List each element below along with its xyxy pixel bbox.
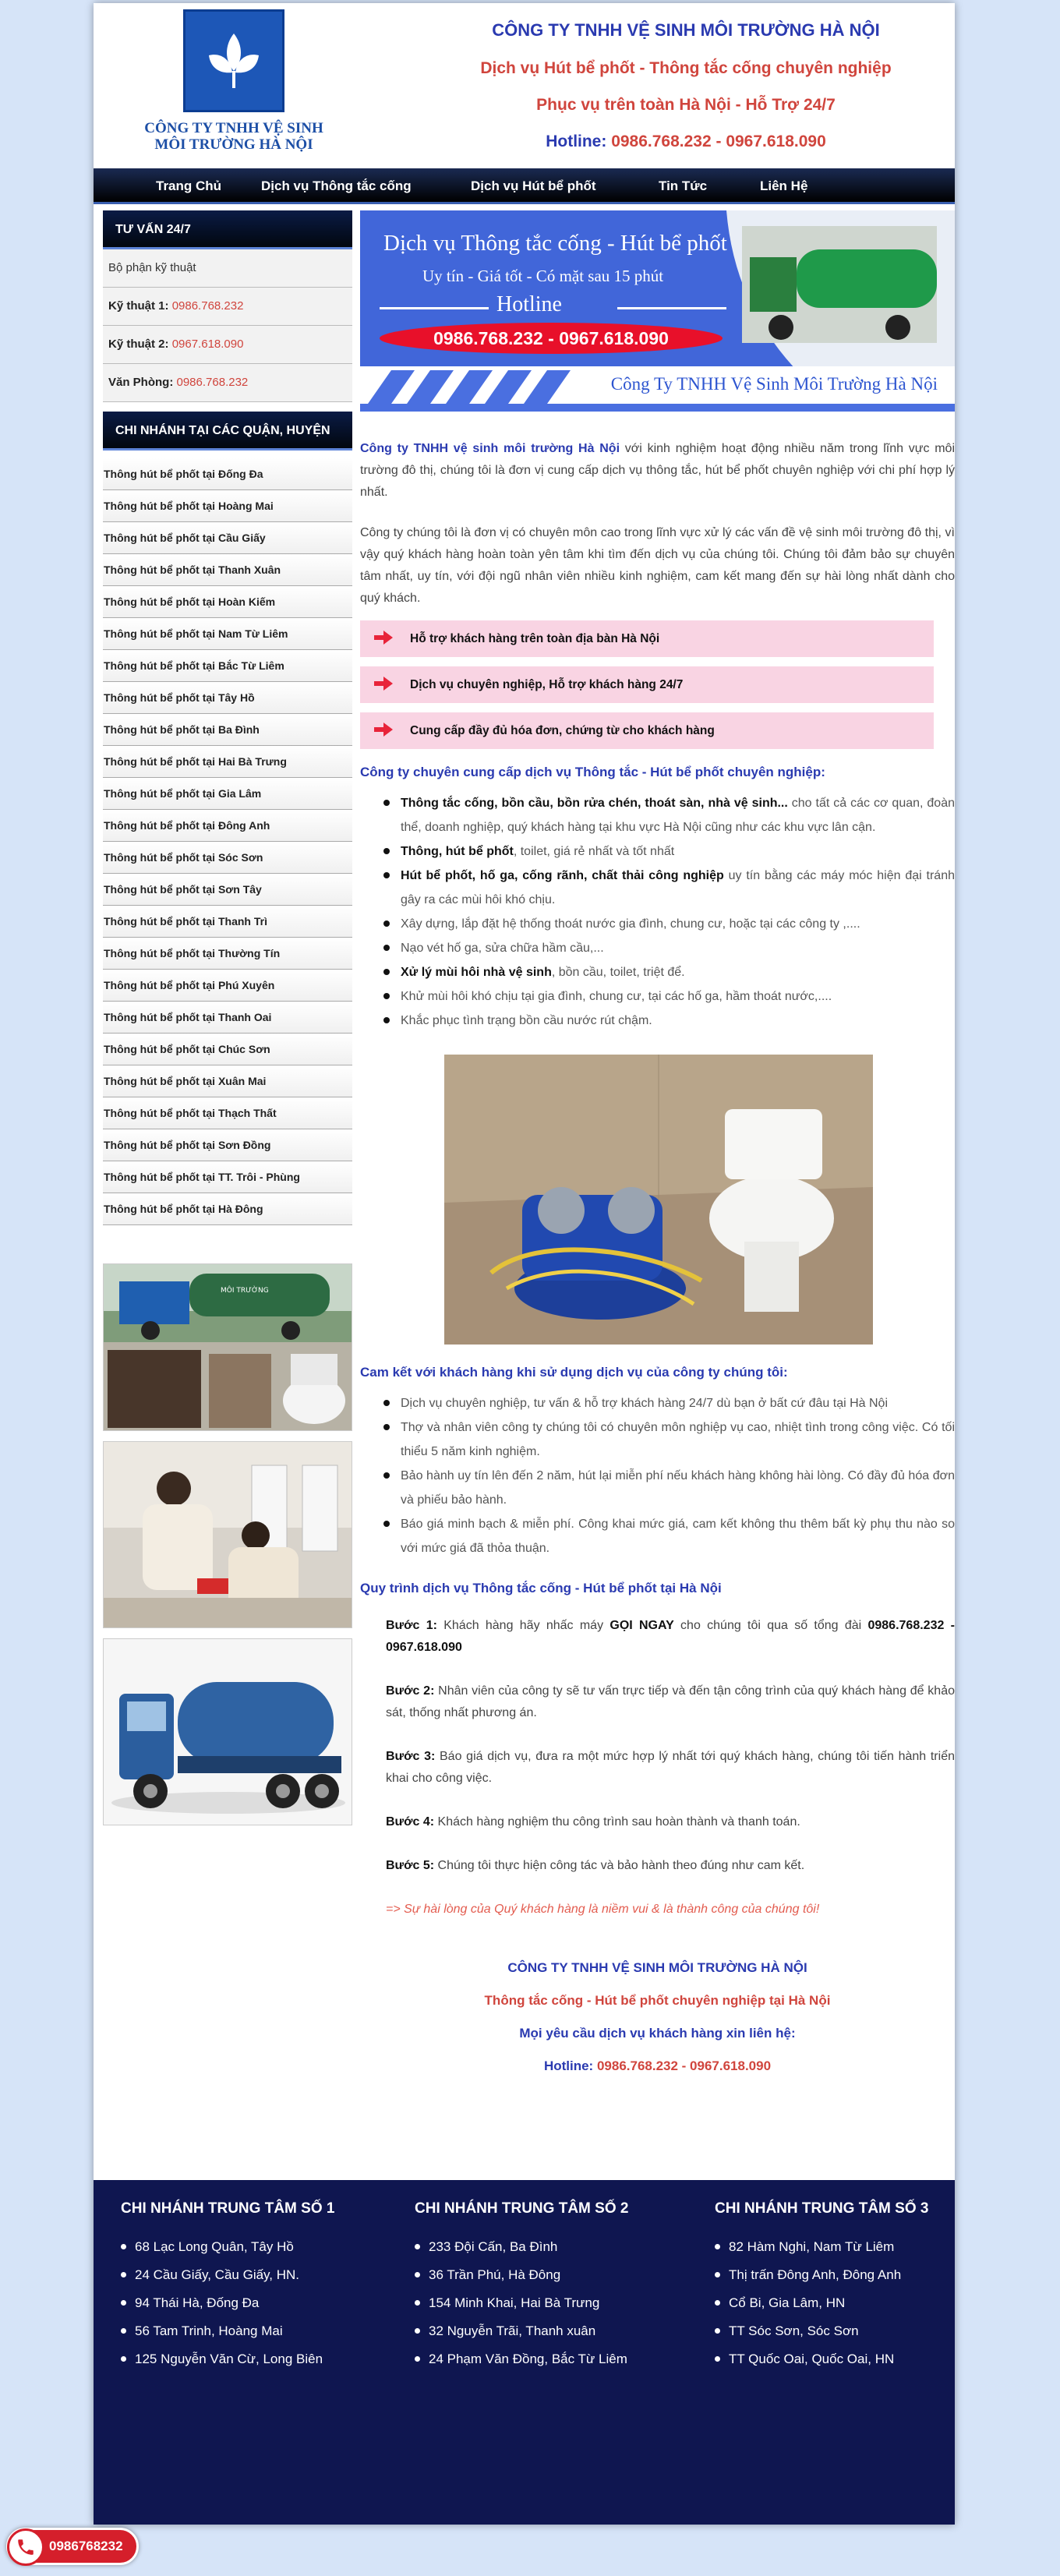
call-button-number: 0986768232: [49, 2539, 123, 2553]
service-item-text: , bồn cầu, toilet, triệt để.: [551, 966, 685, 979]
arrow-right-icon: [374, 630, 393, 645]
service-item: [383, 1009, 955, 1033]
footer-address: 94 Thái Hà, Đống Đa: [121, 2289, 334, 2317]
service-item: [383, 960, 955, 984]
commitment-item: Dịch vụ chuyên nghiệp, tư vấn & hỗ trợ khách hàng 24/7 dù bạn ở bất cứ đâu tại Hà Nội: [383, 1391, 955, 1415]
footer-address-list: [415, 2233, 628, 2373]
step-text: Chúng tôi thực hiện công tác và bảo hành theo đúng như cam kết.: [434, 1859, 805, 1872]
footer-branch-title: CHI NHÁNH TRUNG TÂM SỐ 3: [715, 2200, 929, 2217]
logo-name-line2: MÔI TRƯỜNG HÀ NỘI: [154, 136, 313, 153]
service-item-strong: Thông, hút bể phốt: [401, 845, 514, 858]
service-item-strong: Thông tắc cống, bồn cầu, bồn rửa chén, thoát sàn, nhà vệ sinh...: [401, 797, 788, 810]
step-text: cho chúng tôi qua số tổng đài: [673, 1619, 868, 1632]
sidebar-branch-link[interactable]: Thông hút bể phốt tại Chúc Sơn: [103, 1034, 352, 1065]
service-item: [383, 864, 955, 912]
footer-address: 233 Đội Cấn, Ba Đình: [415, 2233, 628, 2261]
footer-address: Cổ Bi, Gia Lâm, HN: [715, 2289, 928, 2317]
header-hotline: [468, 133, 904, 151]
banner-hotline: Hotline: [496, 292, 562, 316]
footer-address-list: [715, 2233, 928, 2373]
company-title: CÔNG TY TNHH VỆ SINH MÔI TRƯỜNG HÀ NỘI: [492, 20, 880, 40]
service-item-text: , toilet, giá rẻ nhất và tốt nhất: [513, 845, 675, 858]
intro-paragraph-2: Công ty chúng tôi là đơn vị có chuyên môn cao trong lĩnh vực xử lý các vấn đề vệ sinh môi trường đô thị, vì vậy quý khách hàng hoàn toàn yên tâm khi tìm đến dịch vụ của chúng tôi. Chúng tôi đảm bảo sự chuyên tâm nhất, uy tín, với đội ngũ nhân viên nhiều kinh nghiệm, cam kết mang đến sự hài lòng nhất dành cho quý khách.: [360, 526, 955, 605]
step-text: Khách hàng nghiệm thu công trình sau hoàn thành và thanh toán.: [434, 1815, 800, 1829]
banner-divider: [380, 307, 489, 309]
sidebar-branch-link[interactable]: Thông hút bể phốt tại Cầu Giấy: [103, 522, 352, 554]
closing-hotline: [360, 2050, 955, 2083]
sidebar-branch-link[interactable]: Thông hút bể phốt tại Đông Anh: [103, 810, 352, 842]
service-tagline: Dịch vụ Hút bể phốt - Thông tắc cống chuyên nghiệp: [480, 59, 892, 77]
footer-address: 24 Phạm Văn Đồng, Bắc Từ Liêm: [415, 2345, 628, 2373]
intro-paragraph-1: [360, 438, 955, 504]
service-item-text: Nạo vét hố ga, sửa chữa hầm cầu,...: [401, 942, 604, 955]
service-item: [383, 912, 955, 936]
nav-drain-service[interactable]: Dịch vụ Thông tắc cống: [261, 178, 412, 193]
sidebar-branch-link[interactable]: Thông hút bể phốt tại Thanh Trì: [103, 906, 352, 938]
hotline-number[interactable]: 0986.768.232 - 0967.618.090: [611, 133, 826, 150]
footer-address: TT Sóc Sơn, Sóc Sơn: [715, 2317, 928, 2345]
sidebar-branch-link[interactable]: Thông hút bể phốt tại Hoàng Mai: [103, 490, 352, 522]
sidebar-branch-link[interactable]: Thông hút bể phốt tại Sơn Tây: [103, 874, 352, 906]
step-label: Bước 4:: [386, 1815, 435, 1829]
commitment-list: [360, 1391, 955, 1560]
commitment-item: Thợ và nhân viên công ty chúng tôi có chuyên môn nghiệp vụ cao, nhiệt tình trong công việc. Có tối thiểu 5 năm kinh nghiệm.: [383, 1415, 955, 1464]
service-item-text: Khử mùi hôi khó chịu tại gia đình, chung cư, tại các hố ga, hầm thoát nước,....: [401, 990, 832, 1003]
service-item-text: cho tất cả các cơ quan, đoàn thể, doanh nghiệp, quý khách hàng tại khu vực Hà Nội cũng như các khu vực lân cận.: [401, 797, 955, 834]
process-heading: Quy trình dịch vụ Thông tắc cống - Hút bể phốt tại Hà Nội: [360, 1581, 722, 1595]
sidebar-branch-link[interactable]: Thông hút bể phốt tại Bắc Từ Liêm: [103, 650, 352, 682]
sidebar-branch-link[interactable]: Thông hút bể phốt tại Sơn Đồng: [103, 1129, 352, 1161]
step-label: Bước 1:: [386, 1619, 437, 1632]
company-logo[interactable]: [132, 9, 335, 161]
sidebar-branch-link[interactable]: Thông hút bể phốt tại Ba Đình: [103, 714, 352, 746]
service-item: [383, 984, 955, 1009]
closing-contact: Mọi yêu cầu dịch vụ khách hàng xin liên hệ:: [519, 2026, 796, 2041]
sidebar-branch-link[interactable]: Thông hút bể phốt tại Hà Đông: [103, 1193, 352, 1225]
consult-contact: [103, 326, 352, 364]
process-step-4: [360, 1811, 955, 1833]
feature-label: Hỗ trợ khách hàng trên toàn địa bàn Hà Nội: [410, 631, 660, 645]
service-item: [383, 839, 955, 864]
truck-text: MÔI TRƯỜNG: [221, 1287, 269, 1295]
hotline-label: Hotline:: [546, 133, 612, 150]
consult-contact: [103, 364, 352, 402]
service-item-strong: Hút bể phốt, hố ga, cống rãnh, chất thải công nghiệp: [401, 869, 724, 882]
sidebar-branch-link[interactable]: Thông hút bể phốt tại TT. Trôi - Phùng: [103, 1161, 352, 1193]
closing-hotline-label: Hotline:: [543, 2058, 597, 2073]
satisfaction-quote: => Sự hài lòng của Quý khách hàng là niềm vui & là thành công của chúng tôi!: [386, 1903, 820, 1916]
footer-branch-title: CHI NHÁNH TRUNG TÂM SỐ 2: [415, 2200, 629, 2217]
banner-divider: [617, 307, 726, 309]
sidebar-branch-link[interactable]: Thông hút bể phốt tại Tây Hồ: [103, 682, 352, 714]
feature-label: Cung cấp đầy đủ hóa đơn, chứng từ cho khách hàng: [410, 723, 715, 737]
banner-title: Dịch vụ Thông tắc cống - Hút bể phốt: [383, 231, 727, 256]
arrow-right-icon: [374, 676, 393, 691]
service-item-text: Khắc phục tình trạng bồn cầu nước rút chậm.: [401, 1014, 652, 1027]
sidebar-branch-link[interactable]: Thông hút bể phốt tại Nam Từ Liêm: [103, 618, 352, 650]
nav-septic-service[interactable]: Dịch vụ Hút bể phốt: [471, 178, 596, 193]
call-now-cta[interactable]: GỌI NGAY: [610, 1619, 674, 1632]
nav-news[interactable]: Tin Tức: [659, 178, 708, 193]
footer-branch-1: [121, 2200, 334, 2373]
footer-address: 56 Tam Trinh, Hoàng Mai: [121, 2317, 334, 2345]
contact-phone[interactable]: 0967.618.090: [171, 337, 244, 351]
process-step-1: [360, 1615, 955, 1659]
banner-phones[interactable]: 0986.768.232 - 0967.618.090: [380, 323, 723, 354]
footer-branch-title: CHI NHÁNH TRUNG TÂM SỐ 1: [121, 2200, 335, 2217]
closing-company: CÔNG TY TNHH VỆ SINH MÔI TRƯỜNG HÀ NỘI: [507, 1960, 807, 1975]
main-content: [360, 210, 955, 2083]
sidebar-photo-tank-truck: [103, 1638, 352, 1825]
step-label: Bước 2:: [386, 1684, 435, 1698]
step-text: Khách hàng hãy nhấc máy: [436, 1619, 610, 1632]
logo-mark: [183, 9, 284, 112]
service-item: [383, 936, 955, 960]
sidebar-branch-link[interactable]: Thông hút bể phốt tại Thanh Xuân: [103, 554, 352, 586]
consult-box: [103, 249, 352, 402]
sidebar-branch-link[interactable]: Thông hút bể phốt tại Sóc Sơn: [103, 842, 352, 874]
service-item-strong: Xử lý mùi hôi nhà vệ sinh: [401, 966, 552, 979]
sidebar-branch-link[interactable]: Thông hút bể phốt tại Đống Đa: [103, 458, 352, 490]
nav-contact[interactable]: Liên Hệ: [760, 178, 808, 193]
footer-address-list: [121, 2233, 334, 2373]
intro-company: Công ty TNHH vệ sinh môi trường Hà Nội: [360, 442, 620, 455]
contact-label: Kỹ thuật 1:: [108, 299, 172, 313]
sidebar-branch-link[interactable]: Thông hút bể phốt tại Gia Lâm: [103, 778, 352, 810]
footer-branch-3: [715, 2200, 928, 2373]
banner-subtitle: Uy tín - Giá tốt - Có mặt sau 15 phút: [422, 267, 664, 285]
service-item-text: uy tín bằng các máy móc hiện đại tránh gây ra các mùi hôi khó chịu.: [401, 869, 956, 906]
process-step-5: [360, 1855, 955, 1877]
service-item-text: Xây dựng, lắp đặt hệ thống thoát nước gia đình, chung cư, hoặc tại các công ty ,....: [401, 917, 860, 931]
services-list: [360, 791, 955, 1033]
services-heading: Công ty chuyên cung cấp dịch vụ Thông tắc - Hút bể phốt chuyên nghiệp:: [360, 765, 825, 779]
floating-call-button[interactable]: [6, 2528, 139, 2565]
commitment-item: Bảo hành uy tín lên đến 2 năm, hút lại miễn phí nếu khách hàng không hài lòng. Có đầy đủ hóa đơn và phiếu bảo hành.: [383, 1464, 955, 1512]
footer-address: 125 Nguyễn Văn Cừ, Long Biên: [121, 2345, 334, 2373]
leaf-icon: [195, 26, 273, 96]
page-container: [94, 3, 955, 2525]
header: [94, 3, 955, 167]
logo-name-line1: CÔNG TY TNHH VỆ SINH: [144, 120, 323, 136]
feature-item: [360, 620, 934, 657]
sidebar-branch-link[interactable]: Thông hút bể phốt tại Thường Tín: [103, 938, 352, 970]
footer-address: TT Quốc Oai, Quốc Oai, HN: [715, 2345, 928, 2373]
contact-phone[interactable]: 0986.768.232: [171, 299, 244, 313]
intro-text: với kinh nghiệm hoạt động nhiều năm trong lĩnh vực môi trường đô thị, chúng tôi là đơn vị cung cấp dịch vụ thông tắc, hút bể phốt chuyên nghiệp với chi phí hợp lý nhất.: [360, 442, 955, 499]
footer-address: Thị trấn Đông Anh, Đông Anh: [715, 2261, 928, 2289]
sidebar-branch-link[interactable]: Thông hút bể phốt tại Phú Xuyên: [103, 970, 352, 1002]
commitment-item: Báo giá minh bạch & miễn phí. Công khai mức giá, cam kết không thu thêm bất kỳ phụ thu nào so với mức giá đã thỏa thuận.: [383, 1512, 955, 1560]
sidebar-branch-link[interactable]: Thông hút bể phốt tại Hoàn Kiếm: [103, 586, 352, 618]
contact-phone[interactable]: 0986.768.232: [176, 376, 249, 389]
arrow-right-icon: [374, 722, 393, 737]
main-nav: [94, 168, 955, 204]
commitment-heading: Cam kết với khách hàng khi sử dụng dịch vụ của công ty chúng tôi:: [360, 1365, 788, 1380]
step-phones[interactable]: 0986.768.232 - 0967.618.090: [386, 1619, 955, 1654]
hero-banner: [360, 210, 955, 422]
consult-title: TƯ VẤN 24/7: [103, 210, 352, 249]
step-text: Nhân viên của công ty sẽ tư vấn trực tiếp và đến tận công trình của quý khách hàng để khảo sát, thống nhất phương án.: [386, 1684, 955, 1719]
contact-label: Văn Phòng:: [108, 376, 177, 389]
sidebar-photo-workers: [103, 1441, 352, 1628]
banner-company: Công Ty TNHH Vệ Sinh Môi Trường Hà Nội: [610, 374, 938, 394]
footer-address: 154 Minh Khai, Hai Bà Trưng: [415, 2289, 628, 2317]
process-step-3: [360, 1746, 955, 1790]
branch-list: [103, 458, 352, 1225]
footer-address: 82 Hàm Nghi, Nam Từ Liêm: [715, 2233, 928, 2261]
closing-hotline-number[interactable]: 0986.768.232 - 0967.618.090: [596, 2058, 772, 2073]
toilet-photo: [444, 1055, 873, 1345]
step-text: Báo giá dịch vụ, đưa ra một mức hợp lý nhất tới quý khách hàng, chúng tôi tiến hành triển khai cho công việc.: [386, 1750, 955, 1785]
coverage-tagline: Phục vụ trên toàn Hà Nội - Hỗ Trợ 24/7: [536, 96, 836, 114]
sidebar-branch-link[interactable]: Thông hút bể phốt tại Thanh Oai: [103, 1002, 352, 1034]
footer-address: 24 Cầu Giấy, Cầu Giấy, HN.: [121, 2261, 334, 2289]
sidebar-branch-link[interactable]: Thông hút bể phốt tại Thạch Thất: [103, 1097, 352, 1129]
branch-title: CHI NHÁNH TẠI CÁC QUẬN, HUYỆN: [103, 412, 352, 451]
footer: [94, 2180, 955, 2525]
footer-address: 36 Trần Phú, Hà Đông: [415, 2261, 628, 2289]
sidebar-branch-link[interactable]: Thông hút bể phốt tại Hai Bà Trưng: [103, 746, 352, 778]
step-label: Bước 3:: [386, 1750, 436, 1763]
footer-address: 32 Nguyễn Trãi, Thanh xuân: [415, 2317, 628, 2345]
feature-item: [360, 666, 934, 703]
feature-label: Dịch vụ chuyên nghiệp, Hỗ trợ khách hàng 24/7: [410, 677, 684, 691]
footer-branch-2: [415, 2200, 628, 2373]
sidebar: [103, 210, 352, 1225]
feature-item: [360, 712, 934, 749]
sidebar-branch-link[interactable]: Thông hút bể phốt tại Xuân Mai: [103, 1065, 352, 1097]
closing-block: [360, 1952, 955, 2083]
contact-label: Kỹ thuật 2:: [108, 337, 172, 351]
consult-contact: [103, 288, 352, 326]
nav-home[interactable]: Trang Chủ: [156, 178, 222, 193]
footer-address: 68 Lạc Long Quân, Tây Hồ: [121, 2233, 334, 2261]
process-step-2: [360, 1680, 955, 1724]
step-label: Bước 5:: [386, 1859, 435, 1872]
closing-service: Thông tắc cống - Hút bể phốt chuyên nghiệp tại Hà Nội: [484, 1993, 831, 2008]
consult-dept: Bộ phận kỹ thuật: [103, 249, 352, 288]
service-item: [383, 791, 955, 839]
phone-icon: [7, 2528, 44, 2566]
sidebar-photo-truck: [103, 1263, 352, 1431]
